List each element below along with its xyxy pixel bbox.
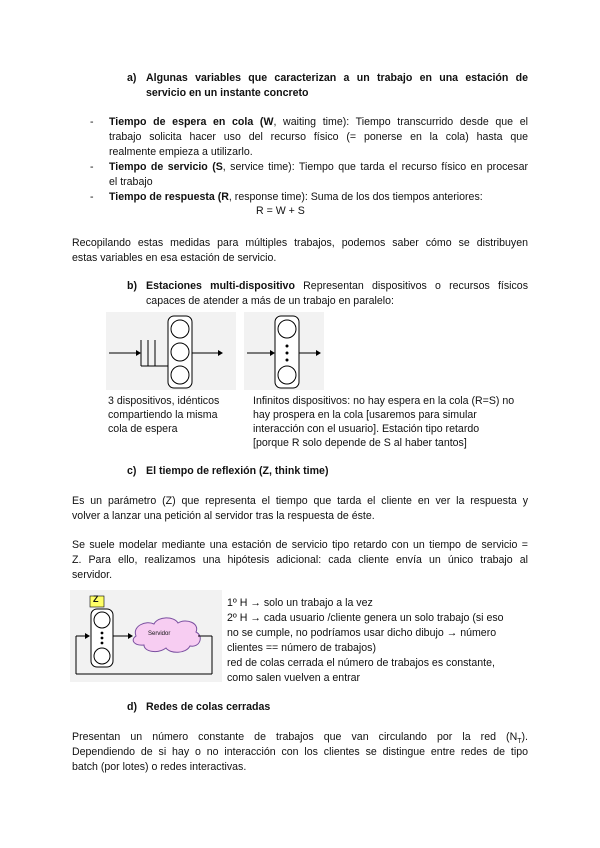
bullet-dash-2: - bbox=[90, 161, 94, 173]
bullet-dash-3: - bbox=[90, 191, 94, 203]
bullet-1-line1 bbox=[109, 115, 528, 129]
bullet-1-rest: , waiting time): Tiempo transcurrido desde que el bbox=[273, 116, 528, 128]
notes-z-line2: 2º H → cada usuario /cliente genera un solo trabajo (si eso bbox=[227, 612, 504, 624]
notes-z-line4: clientes == número de trabajos) bbox=[227, 642, 376, 654]
section-b-line1 bbox=[146, 279, 528, 293]
section-c-label: c) bbox=[127, 465, 137, 477]
z-label: Z bbox=[93, 594, 99, 604]
para-d-line3: batch (por lotes) o redes interactivas. bbox=[72, 761, 247, 773]
section-d-heading: Redes de colas cerradas bbox=[146, 701, 271, 713]
caption-right-line2: hay prospera en la cola [usaremos para simular bbox=[253, 409, 477, 421]
bullet-2-line2: el trabajo bbox=[109, 176, 153, 188]
caption-left-line1: 3 dispositivos, idénticos bbox=[108, 395, 220, 407]
bullet-1-line2: trabajo solicita hacer uso del recurso físico (= ponerse en la cola) hasta que bbox=[109, 131, 528, 143]
bullet-2-term: Tiempo de servicio (S bbox=[109, 161, 223, 173]
notes-z-line3: no se cumple, no podríamos usar dicho dibujo → número bbox=[227, 627, 497, 639]
caption-right-line4: [porque R solo depende de S al haber tantos] bbox=[253, 437, 467, 449]
formula-rws: R = W + S bbox=[256, 205, 305, 217]
caption-right-line1: Infinitos dispositivos: no hay espera en la cola (R=S) no bbox=[253, 395, 515, 407]
para-recap-line1: Recopilando estas medidas para múltiples trabajos, podemos saber cómo se distribuyen bbox=[72, 237, 528, 249]
section-d-label: d) bbox=[127, 701, 137, 713]
bullet-2-rest: , service time): Tiempo que tarda el recurso físico en procesar bbox=[222, 161, 528, 173]
bullet-dash-1: - bbox=[90, 116, 94, 128]
para-model-line3: servidor. bbox=[72, 569, 113, 581]
notes-z-line5: red de colas cerrada el número de trabajos es constante, bbox=[227, 657, 495, 669]
section-b-heading: Estaciones multi-dispositivo bbox=[146, 280, 295, 292]
caption-left-line3: cola de espera bbox=[108, 423, 178, 435]
para-z-line1: Es un parámetro (Z) que representa el tiempo que tarda el cliente en ver la respuesta y bbox=[72, 495, 528, 507]
caption-right-line3: interacción con el usuario]. Estación tipo retardo bbox=[253, 423, 480, 435]
multi-device-diagram bbox=[106, 312, 236, 390]
para-d-line2: Dependiendo de si hay o no interacción con los clientes se distingue entre redes de tipo bbox=[72, 746, 528, 758]
section-b-rest: Representan dispositivos o recursos físicos bbox=[294, 280, 528, 292]
para-d-post: ). bbox=[521, 731, 528, 743]
bullet-3-term: Tiempo de respuesta (R bbox=[109, 191, 229, 203]
bullet-2-line1 bbox=[109, 160, 528, 174]
cloud-label: Servidor bbox=[148, 631, 171, 637]
para-z-line2: volver a lanzar una petición al servidor tras la respuesta de éste. bbox=[72, 510, 375, 522]
para-recap-line2: estas variables en esa estación de servicio. bbox=[72, 252, 277, 264]
section-b-label: b) bbox=[127, 280, 137, 292]
para-d-sub: T bbox=[517, 738, 522, 746]
caption-left-line2: compartiendo la misma bbox=[108, 409, 218, 421]
bullet-1-term: Tiempo de espera en cola (W bbox=[109, 116, 274, 128]
para-d-pre: Presentan un número constante de trabajos que van circulando por la red (N bbox=[72, 731, 518, 743]
bullet-1-line3: realmente empieza a utilizarlo. bbox=[109, 146, 253, 158]
notes-z-line1: 1º H → solo un trabajo a la vez bbox=[227, 597, 373, 609]
para-model-line1: Se suele modelar mediante una estación de servicio tipo retardo con un tiempo de servicio = bbox=[72, 539, 528, 551]
section-a-heading-line1: Algunas variables que caracterizan a un trabajo en una estación de bbox=[146, 72, 528, 84]
section-b-line2: capaces de atender a más de un trabajo en paralelo: bbox=[146, 295, 394, 307]
section-a-label: a) bbox=[127, 72, 137, 84]
section-a-heading-line2: servicio en un instante concreto bbox=[146, 87, 309, 99]
section-c-heading: El tiempo de reflexión (Z, think time) bbox=[146, 465, 329, 477]
para-model-line2: Z. Para ello, realizamos una hipótesis adicional: cada cliente envía un único trabajo al bbox=[72, 554, 528, 566]
notes-z-line6: como salen vuelven a entrar bbox=[227, 672, 361, 684]
infinite-device-diagram bbox=[244, 312, 324, 390]
bullet-3-rest: , response time): Suma de los dos tiempos anteriores: bbox=[228, 191, 483, 203]
bullet-3-line1 bbox=[109, 190, 483, 204]
